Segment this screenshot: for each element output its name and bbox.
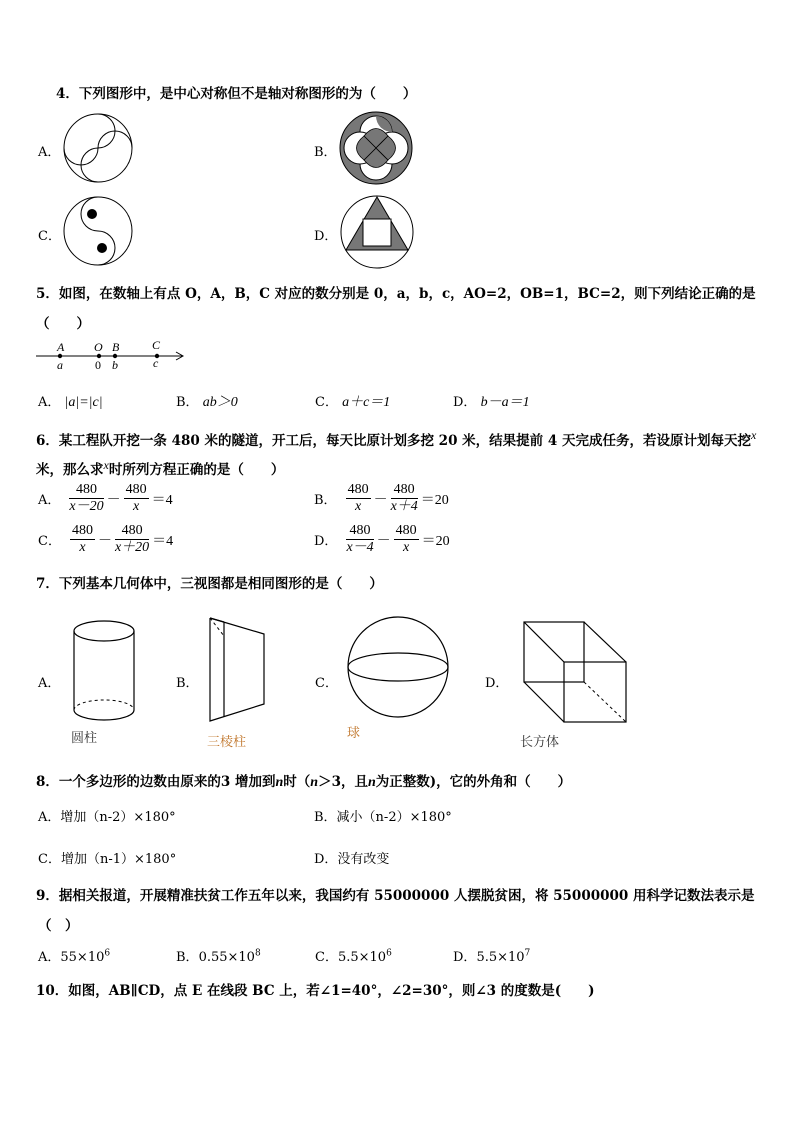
q6-option-d[interactable]: D． $\frac{480}{x-4}$ － $\frac{480}{x}$ ＝20	[314, 523, 450, 555]
q9-paren: （ ）	[38, 918, 79, 934]
q5-option-d-label: D．	[453, 395, 477, 410]
caption-triangular-prism: 三棱柱	[207, 734, 247, 749]
q5-option-a-label: A．	[38, 395, 61, 410]
q9-option-d[interactable]: D．$5.5\times 10^7$	[453, 948, 531, 965]
q4-figure-c	[62, 195, 134, 267]
q4-option-c-label[interactable]: C．	[38, 229, 61, 244]
q5-number-line	[36, 338, 186, 374]
q5-option-c-expr: a＋c＝1	[342, 395, 391, 410]
axis-label-o-upper: O	[94, 340, 103, 354]
q4-option-d-label[interactable]: D．	[314, 229, 338, 244]
axis-label-b-upper: B	[112, 340, 120, 354]
q5-option-c-label: C．	[315, 395, 338, 410]
q5-stem: 5．如图，在数轴上有点 O，A，B，C 对应的数分别是 0，a，b，c，AO=2，OB=1，BC=2，则下列结论正确的是	[36, 286, 756, 302]
q8-option-d[interactable]: D．没有改变	[314, 852, 390, 867]
axis-label-o-lower: 0	[95, 358, 101, 372]
q9-option-b[interactable]: B．$0.55\times 10^8$	[176, 948, 261, 965]
q8-stem: 8．一个多边形的边数由原来的3 增加到n时（n＞3，且n为正整数)，它的外角和（ ）	[36, 774, 572, 790]
q5-option-c[interactable]	[315, 391, 390, 411]
q7-option-c-label[interactable]: C．	[315, 676, 338, 691]
axis-label-c-lower: c	[153, 356, 159, 370]
axis-label-a-lower: a	[57, 358, 63, 372]
q5-option-b-label: B．	[176, 395, 199, 410]
axis-label-a-upper: A	[57, 340, 65, 354]
q8-option-b[interactable]: B．减小（n-2）×180°	[314, 810, 452, 825]
q5-option-b-expr: ab＞0	[202, 395, 238, 410]
q4-figure-a	[62, 112, 134, 184]
q6-option-b[interactable]: B． $\frac{480}{x}$ － $\frac{480}{x+4}$ ＝20	[314, 482, 449, 514]
q5-option-d-expr: b－a＝1	[480, 395, 530, 410]
q9-stem: 9．据相关报道，开展精准扶贫工作五年以来，我国约有 55000000 人摆脱贫困，将 55000000 用科学记数法表示是	[36, 888, 755, 904]
cuboid-figure	[520, 618, 632, 728]
q4-figure-b	[339, 111, 413, 185]
cylinder-figure	[70, 618, 140, 724]
q8-option-c[interactable]: C．增加（n-1）×180°	[38, 852, 177, 867]
caption-sphere: 球	[347, 725, 361, 740]
axis-label-b-lower: b	[112, 358, 118, 372]
q5-option-a-expr: |a|=|c|	[64, 395, 103, 410]
q6-option-a[interactable]: A． $\frac{480}{x-20}$ － $\frac{480}{x}$ ＝4	[38, 482, 173, 514]
q5-option-a[interactable]	[38, 391, 103, 411]
q5-option-d[interactable]	[453, 391, 530, 411]
q9-option-a[interactable]: A．$55\times 10^6$	[38, 948, 111, 965]
triangular-prism-figure	[206, 614, 272, 726]
q4-stem: 4．下列图形中，是中心对称但不是轴对称图形的为（ ）	[56, 86, 417, 102]
q8-option-a[interactable]: A．增加（n-2）×180°	[38, 810, 176, 825]
sphere-figure	[346, 615, 450, 721]
q9-option-c[interactable]: C．$5.5\times 10^6$	[315, 948, 392, 965]
q5-option-b[interactable]	[176, 391, 238, 411]
q4-option-b-label[interactable]: B．	[314, 145, 337, 160]
q4-figure-d	[339, 194, 415, 270]
q6-option-c[interactable]: C． $\frac{480}{x}$ － $\frac{480}{x+20}$ ＝4	[38, 523, 174, 555]
q6-stem-line1: 6．某工程队开挖一条 480 米的隧道，开工后，每天比原计划多挖 20 米，结果提前 4 天完成任务，若设原计划每天挖x	[36, 428, 757, 449]
q7-stem: 7．下列基本几何体中，三视图都是相同图形的是（ ）	[36, 576, 383, 592]
q10-stem: 10．如图，AB∥CD，点 E 在线段 BC 上，若∠1=40°，∠2=30°，则∠3 的度数是( )	[36, 983, 595, 999]
caption-cuboid: 长方体	[520, 734, 560, 749]
q7-option-d-label[interactable]: D．	[485, 676, 509, 691]
q7-option-b-label[interactable]: B．	[176, 676, 199, 691]
axis-label-c-upper: C	[152, 338, 161, 352]
caption-cylinder: 圆柱	[71, 730, 98, 745]
q4-option-a-label[interactable]: A．	[38, 145, 61, 160]
q5-paren: （ ）	[36, 316, 90, 332]
q7-option-a-label[interactable]: A．	[38, 676, 61, 691]
q6-stem-line2: 米，那么求x时所列方程正确的是（ ）	[36, 458, 285, 478]
